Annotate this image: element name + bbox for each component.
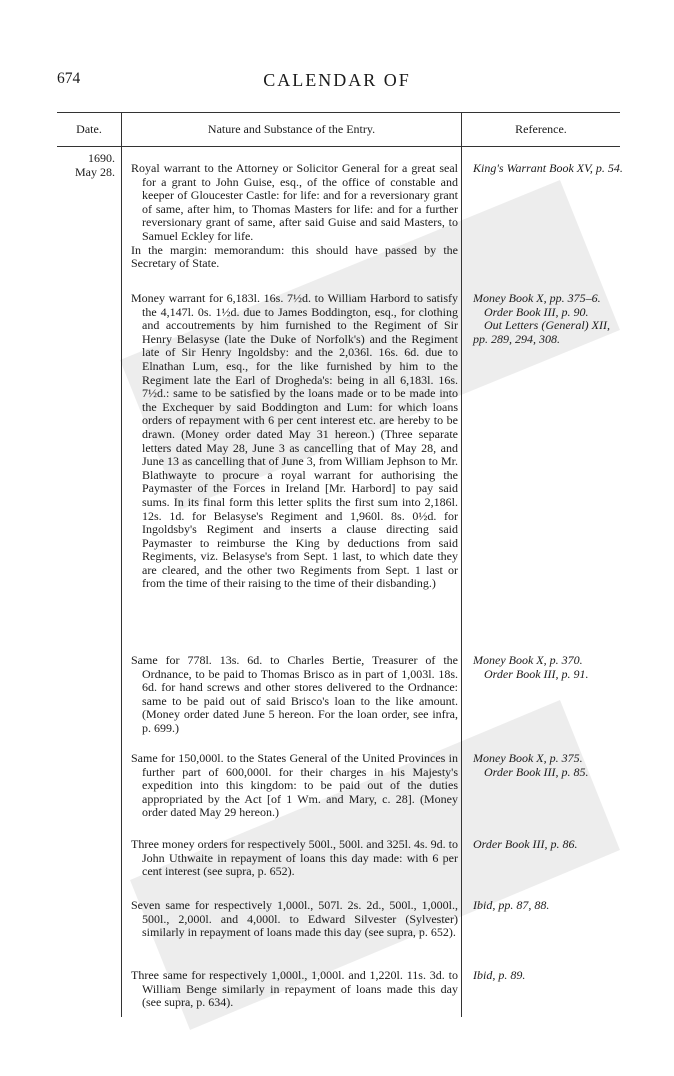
entry	[131, 654, 458, 736]
reference-line: Money Book X, pp. 375–6.	[473, 291, 601, 305]
entry-text: Money warrant for 6,183l. 16s. 7½d. to William Harbord to satisfy the 4,147l. 0s. 1½d. due to James Boddington, esq., for clothing and accoutrements by him furnished to the Regiment of Sir Henry Belasyse (late the Duke of Norfolk's) and the Regiment late of Sir Henry Ingoldsby: and the 2,036l. 16s. 6d. due to Elnathan Lum, esq., for the like furnished by him to the Regiment late the Earl of Drogheda's: being in all 6,183l. 16s. 7½d.: same to be satisfied by the loans made or to be made into the Exchequer by said Boddington and Lum: for which loans orders of repayment with 6 per cent interest etc. are hereby to be drawn. (Money order dated May 31 hereon.) (Three separate letters dated May 28, June 3 as cancelling that of May 28, and June 13 as cancelling that of June 3, from William Jephson to Mr. Blathwayte to procure a royal warrant for authorising the Paymaster of the Forces in Ireland [Mr. Harbord] to pay said sums. In its final form this letter splits the first sum into 2,186l. 12s. 1d. for Belasyse's Regiment and 1,960l. 8s. 0½d. for Ingoldsby's Regiment and inserts a clause directing said Paymaster to reimburse the King by deductions from said Regiments, viz. Belasyse's from Sept. 1 last, to which date they are cleared, and the other two Regiments from Sept. 1 last or from the time of their raising to the time of their disbanding.)	[131, 291, 458, 591]
entry-reference	[473, 752, 623, 779]
table-header-rule	[57, 146, 620, 147]
reference-line: Money Book X, p. 370.	[473, 653, 583, 667]
entry	[131, 969, 458, 1010]
entry	[131, 292, 458, 591]
date-year: 1690.	[88, 151, 115, 165]
reference-line: Order Book III, p. 91.	[484, 666, 589, 681]
column-header-reference: Reference.	[515, 122, 567, 136]
reference-line: Ibid, p. 89.	[473, 968, 526, 982]
entry-reference	[473, 654, 623, 681]
entry-text: Seven same for respectively 1,000l., 507l. 2s. 2d., 500l., 1,000l., 500l., 2,000l. and 4,000l. to Edward Silvester (Sylvester) similarly in repayment of loans made this day (see supra, p. 652).	[131, 898, 458, 940]
entry-reference	[473, 162, 623, 176]
page-title: CALENDAR OF	[263, 70, 411, 90]
entry-reference	[473, 969, 623, 983]
entry-reference	[473, 838, 623, 852]
column-divider-left	[121, 112, 122, 1017]
date-day: May 28.	[75, 164, 115, 179]
reference-line: King's Warrant Book XV, p. 54.	[473, 161, 623, 175]
entry	[131, 162, 458, 271]
entry-text: Three money orders for respectively 500l., 500l. and 325l. 4s. 9d. to John Uthwaite in repayment of loans this day made: with 6 per cent interest (see supra, p. 652).	[131, 837, 458, 879]
entry	[131, 752, 458, 820]
entry-margin-note: In the margin: memorandum: this should have passed by the Secretary of State.	[131, 242, 458, 271]
entry	[131, 899, 458, 940]
column-header-nature: Nature and Substance of the Entry.	[207, 122, 376, 136]
entry-reference	[473, 899, 623, 913]
page-number: 674	[57, 70, 81, 87]
reference-line: Out Letters (General) XII, pp. 289, 294, 308.	[473, 318, 610, 346]
entry-text: Same for 778l. 13s. 6d. to Charles Bertie, Treasurer of the Ordnance, to be paid to Thomas Brisco as in part of 1,003l. 18s. 6d. for hand screws and other stores delivered to the Ordnance: same to be paid out of said Brisco's loan to the like amount. (Money order dated June 5 hereon. For the loan order, see infra, p. 699.)	[131, 653, 458, 735]
reference-line: Order Book III, p. 85.	[484, 764, 589, 779]
entry-text: Three same for respectively 1,000l., 1,000l. and 1,220l. 11s. 3d. to William Benge similarly in repayment of loans made this day (see supra, p. 634).	[131, 968, 458, 1010]
running-head	[57, 70, 617, 96]
column-header-date: Date.	[76, 122, 102, 136]
table-top-rule	[57, 112, 620, 113]
reference-line: Money Book X, p. 375.	[473, 751, 583, 765]
reference-line: Ibid, pp. 87, 88.	[473, 898, 550, 912]
entry-text: Royal warrant to the Attorney or Solicitor General for a great seal for a grant to John Guise, esq., of the office of constable and keeper of Gloucester Castle: for life: and for a reversionary grant of same, after him, to Thomas Masters for life: and for a further reversionary grant of same, after said Guise and said Masters, to Samuel Eckley for life.	[131, 161, 458, 243]
entry-reference	[473, 292, 623, 346]
entry-text: Same for 150,000l. to the States General of the United Provinces in further part of 600,000l. for their charges in his Majesty's expedition into this kingdom: to be paid out of the duties appropriated by the Act [of 1 Wm. and Mary, c. 28]. (Money order dated May 29 hereon.)	[131, 751, 458, 820]
reference-line: Order Book III, p. 86.	[473, 837, 578, 851]
reference-line: Order Book III, p. 90.	[484, 304, 589, 319]
entry-date	[57, 152, 115, 179]
entry	[131, 838, 458, 879]
column-divider-right	[461, 112, 462, 1017]
